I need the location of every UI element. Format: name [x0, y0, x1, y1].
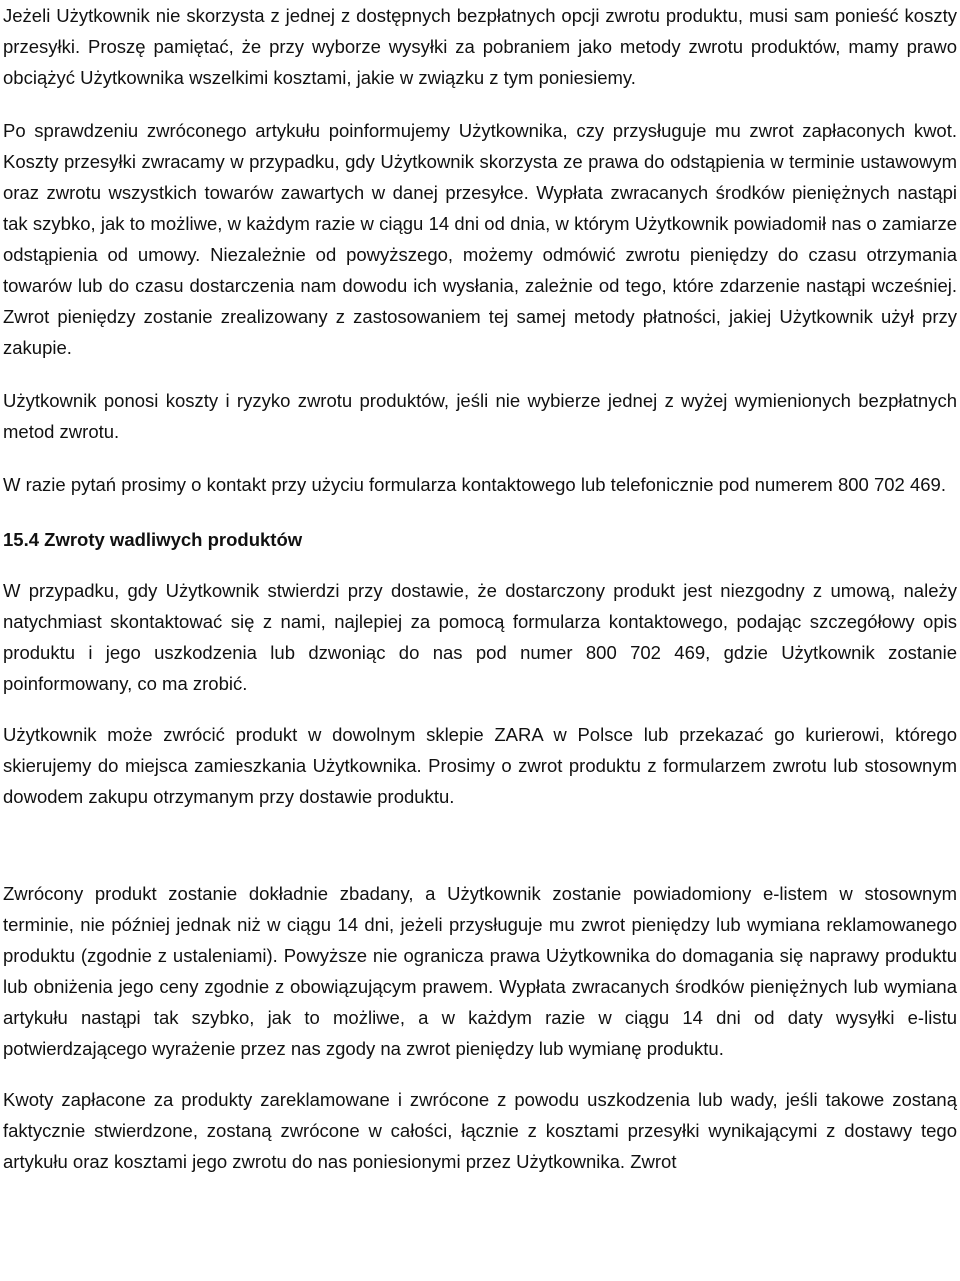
paragraph-user-costs: Użytkownik ponosi koszty i ryzyko zwrotu produktów, jeśli nie wybierze jednej z wyżej wymienionych bezpłatnych metod zwrotu. [3, 390, 957, 442]
paragraph-return-options: Użytkownik może zwrócić produkt w dowolnym sklepie ZARA w Polsce lub przekazać go kurierowi, którego skierujemy do miejsca zamieszkania Użytkownika. Prosimy o zwrot produktu z formularzem zwrotu lub stosownym dowodem zakupu otrzymanym przy dostawie produktu. [3, 724, 957, 807]
paragraph-defective-delivery: W przypadku, gdy Użytkownik stwierdzi przy dostawie, że dostarczony produkt jest niezgodny z umową, należy natychmiast skontaktować się z nami, najlepiej za pomocą formularza kontaktowego, podając szczegółowy opis produktu i jego uszkodzenia lub dzwoniąc do nas pod numer 800 702 469, gdzie Użytkownik zostanie poinformowany, co ma zrobić. [3, 580, 957, 694]
section-heading-defective-returns: 15.4 Zwroty wadliwych produktów [3, 529, 303, 550]
paragraph-refund-verification: Po sprawdzeniu zwróconego artykułu poinformujemy Użytkownika, czy przysługuje mu zwrot zapłaconych kwot. Koszty przesyłki zwracamy w przypadku, gdy Użytkownik skorzysta ze prawa do odstąpienia w terminie ustawowym oraz zwrotu wszystkich towarów zawartych w danej przesyłce. Wypłata zwracanych środków pieniężnych nastąpi tak szybko, jak to możliwe, w każdym razie w ciągu 14 dni od dnia, w którym Użytkownik powiadomił nas o zamiarze odstąpienia od umowy. Niezależnie od powyższego, możemy odmówić zwrotu pieniędzy do czasu otrzymania towarów lub do czasu dostarczenia nam dowodu ich wysłania, zależnie od tego, które zdarzenie nastąpi wcześniej. Zwrot pieniędzy zostanie zrealizowany z zastosowaniem tej samej metody płatności, jakiej Użytkownik użył przy zakupie. [3, 120, 957, 358]
paragraph-return-costs: Jeżeli Użytkownik nie skorzysta z jednej z dostępnych bezpłatnych opcji zwrotu produktu, musi sam ponieść koszty przesyłki. Proszę pamiętać, że przy wyborze wysyłki za pobraniem jako metody zwrotu produktów, mamy prawo obciążyć Użytkownika wszelkimi kosztami, jakie w związku z tym poniesiemy. [3, 5, 957, 88]
document-page [3, 0, 957, 1177]
paragraph-inspection: Zwrócony produkt zostanie dokładnie zbadany, a Użytkownik zostanie powiadomiony e-listem w stosownym terminie, nie później jednak niż w ciągu 14 dni, jeżeli przysługuje mu zwrot pieniędzy lub wymiana reklamowanego produktu (zgodnie z ustaleniami). Powyższe nie ogranicza prawa Użytkownika do domagania się naprawy produktu lub obniżenia jego ceny zgodnie z obowiązującym prawem. Wypłata zwracanych środków pieniężnych lub wymiana artykułu nastąpi tak szybko, jak to możliwe, a w każdym razie w ciągu 14 dni od daty wysyłki e-listu potwierdzającego wyrażenie przez nas zgody na zwrot pieniędzy lub wymianę produktu. [3, 883, 957, 1059]
paragraph-refund-amounts: Kwoty zapłacone za produkty zareklamowane i zwrócone z powodu uszkodzenia lub wady, jeśli takowe zostaną faktycznie stwierdzone, zostaną zwrócone w całości, łącznie z kosztami przesyłki wynikającymi z dostawy tego artykułu oraz kosztami jego zwrotu do nas poniesionymi przez Użytkownika. Zwrot [3, 1089, 957, 1172]
paragraph-contact: W razie pytań prosimy o kontakt przy użyciu formularza kontaktowego lub telefonicznie pod numerem 800 702 469. [3, 474, 946, 495]
